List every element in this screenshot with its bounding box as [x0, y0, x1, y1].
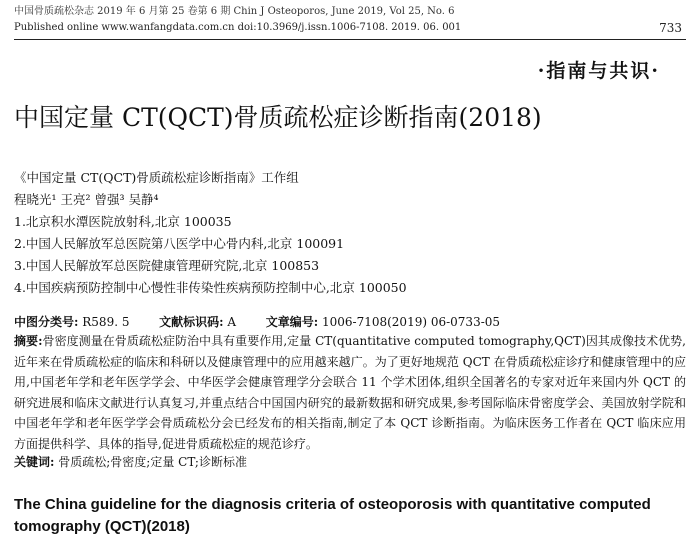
- header-rule: [14, 39, 686, 40]
- doc-code-label: 文献标识码:: [159, 315, 224, 329]
- clc-label: 中图分类号:: [14, 315, 79, 329]
- working-group: 《中国定量 CT(QCT)骨质疏松症诊断指南》工作组: [14, 170, 299, 185]
- clc-value: R589. 5: [82, 315, 130, 329]
- affiliation-2: 2.中国人民解放军总医院第八医学中心骨内科,北京 100091: [14, 236, 345, 251]
- abstract: [14, 331, 686, 454]
- affiliation-3: 3.中国人民解放军总医院健康管理研究院,北京 100853: [14, 258, 320, 273]
- published-online-line: Published online www.wanfangdata.com.cn doi:10.3969/j.issn.1006-7108. 2019. 06. 001: [14, 22, 462, 33]
- keywords-label: 关键词:: [14, 455, 55, 469]
- journal-header: 中国骨质疏松杂志 2019 年 6 月第 25 卷第 6 期 Chin J Osteoporos, June 2019, Vol 25, No. 6: [14, 6, 455, 17]
- keywords-line: [14, 453, 247, 470]
- article-number-value: 1006-7108(2019) 06-0733-05: [321, 315, 501, 329]
- article-number-label: 文章编号:: [265, 315, 319, 329]
- keywords-text: 骨质疏松;骨密度;定量 CT;诊断标准: [58, 455, 247, 469]
- authors: 程晓光¹ 王亮² 曾强³ 吴静⁴: [14, 192, 159, 207]
- section-label: ·指南与共识·: [537, 60, 660, 82]
- page-number: 733: [659, 21, 682, 35]
- abstract-text: 骨密度测量在骨质疏松症防治中具有重要作用,定量 CT(quantitative computed tomography,QCT)因其成像技术优势,近年来在骨质疏松症的临床和科研以及健康管理中的应用越来越广。为了更好地规范 QCT 在骨质疏松症诊疗和健康管理中的应用,中国老年学和老年医学学会、中华医学会健康管理学分会联合 11 个学术团体,组织全国著名的专家对近年来国内外 QCT 的研究进展和临床文献进行认真复习,并重点结合中国国内研究的最新数据和研究成果,参考国际临床骨密度学会、美国放射学院和中国老年学和老年医学学会骨质疏松分会已经发布的相关指南,制定了本 QCT 诊断指南。为临床医务工作者在 QCT 临床应用方面提供科学、具体的指导,促进骨质疏松症的规范诊疗。: [14, 334, 686, 451]
- english-title: The China guideline for the diagnosis criteria of osteoporosis with quantitative computed tomography (QCT)(2018): [14, 496, 651, 535]
- classification-line: [14, 313, 500, 330]
- abstract-label: 摘要:: [14, 334, 43, 348]
- affiliation-1: 1.北京积水潭医院放射科,北京 100035: [14, 214, 232, 229]
- paper-title: 中国定量 CT(QCT)骨质疏松症诊断指南(2018): [14, 103, 542, 132]
- doc-code-value: A: [227, 315, 237, 329]
- affiliation-4: 4.中国疾病预防控制中心慢性非传染性疾病预防控制中心,北京 100050: [14, 280, 407, 295]
